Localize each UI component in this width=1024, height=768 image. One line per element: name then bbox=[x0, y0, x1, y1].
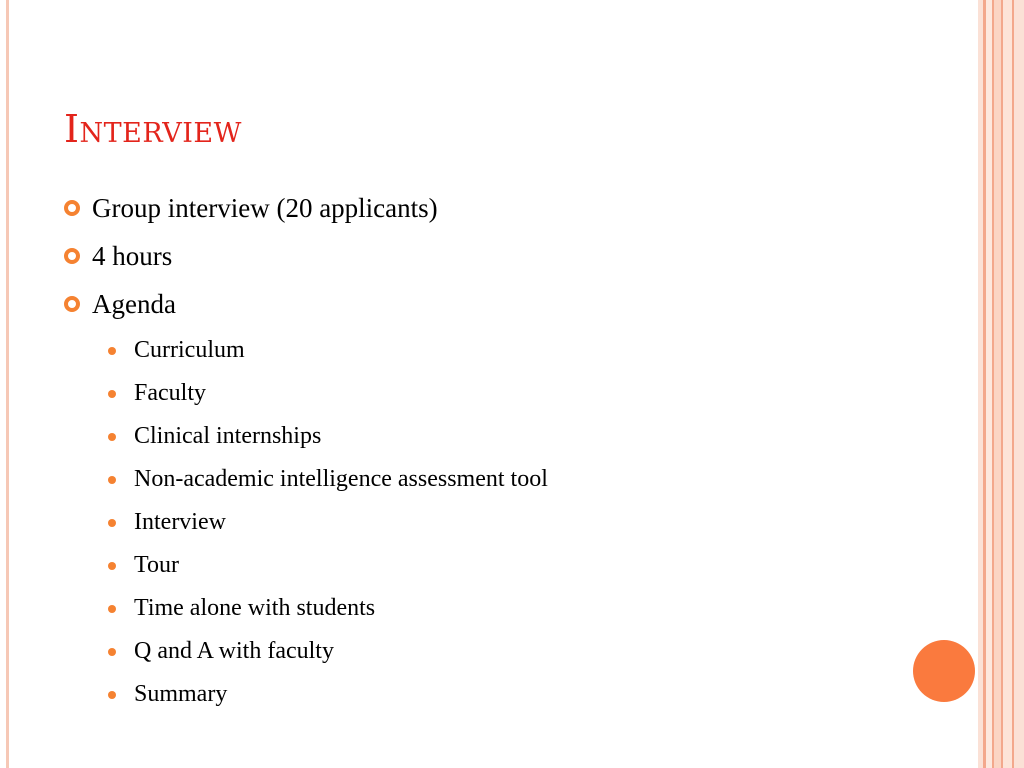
agenda-item-text: Curriculum bbox=[134, 337, 245, 363]
dot-bullet-icon bbox=[108, 562, 116, 570]
ring-bullet-icon bbox=[64, 248, 80, 264]
right-border-stripe bbox=[1014, 0, 1024, 768]
agenda-item bbox=[106, 330, 548, 373]
agenda-item bbox=[106, 545, 548, 588]
bullet-item bbox=[64, 186, 548, 234]
bullet-item bbox=[64, 234, 548, 282]
agenda-item bbox=[106, 674, 548, 717]
dot-bullet-icon bbox=[108, 648, 116, 656]
decorative-circle bbox=[913, 640, 975, 702]
bullet-item bbox=[64, 282, 548, 330]
bullet-list bbox=[64, 186, 548, 717]
agenda-item bbox=[106, 416, 548, 459]
agenda-item bbox=[106, 588, 548, 631]
dot-bullet-icon bbox=[108, 347, 116, 355]
agenda-item-text: Interview bbox=[134, 509, 226, 535]
dot-bullet-icon bbox=[108, 476, 116, 484]
ring-bullet-icon bbox=[64, 296, 80, 312]
ring-bullet-icon bbox=[64, 200, 80, 216]
agenda-item-text: Clinical internships bbox=[134, 423, 322, 449]
agenda-item-text: Faculty bbox=[134, 380, 206, 406]
agenda-item-text: Tour bbox=[134, 552, 179, 578]
agenda-item-text: Non-academic intelligence assessment tool bbox=[134, 466, 548, 492]
dot-bullet-icon bbox=[108, 433, 116, 441]
left-border-line bbox=[6, 0, 9, 768]
agenda-sublist bbox=[106, 330, 548, 717]
dot-bullet-icon bbox=[108, 605, 116, 613]
dot-bullet-icon bbox=[108, 691, 116, 699]
bullet-text: 4 hours bbox=[92, 241, 173, 271]
agenda-item bbox=[106, 373, 548, 416]
dot-bullet-icon bbox=[108, 519, 116, 527]
right-border-stripe bbox=[1003, 0, 1012, 768]
agenda-item-text: Q and A with faculty bbox=[134, 638, 334, 664]
agenda-sublist-container bbox=[64, 330, 548, 717]
agenda-item-text: Time alone with students bbox=[134, 595, 376, 621]
bullet-text: Agenda bbox=[92, 289, 176, 319]
agenda-item bbox=[106, 459, 548, 502]
right-border-stripe bbox=[994, 0, 1001, 768]
agenda-item bbox=[106, 502, 548, 545]
dot-bullet-icon bbox=[108, 390, 116, 398]
agenda-item-text: Summary bbox=[134, 681, 228, 707]
agenda-item bbox=[106, 631, 548, 674]
bullet-text: Group interview (20 applicants) bbox=[92, 193, 438, 223]
slide-title: Interview bbox=[64, 107, 242, 151]
